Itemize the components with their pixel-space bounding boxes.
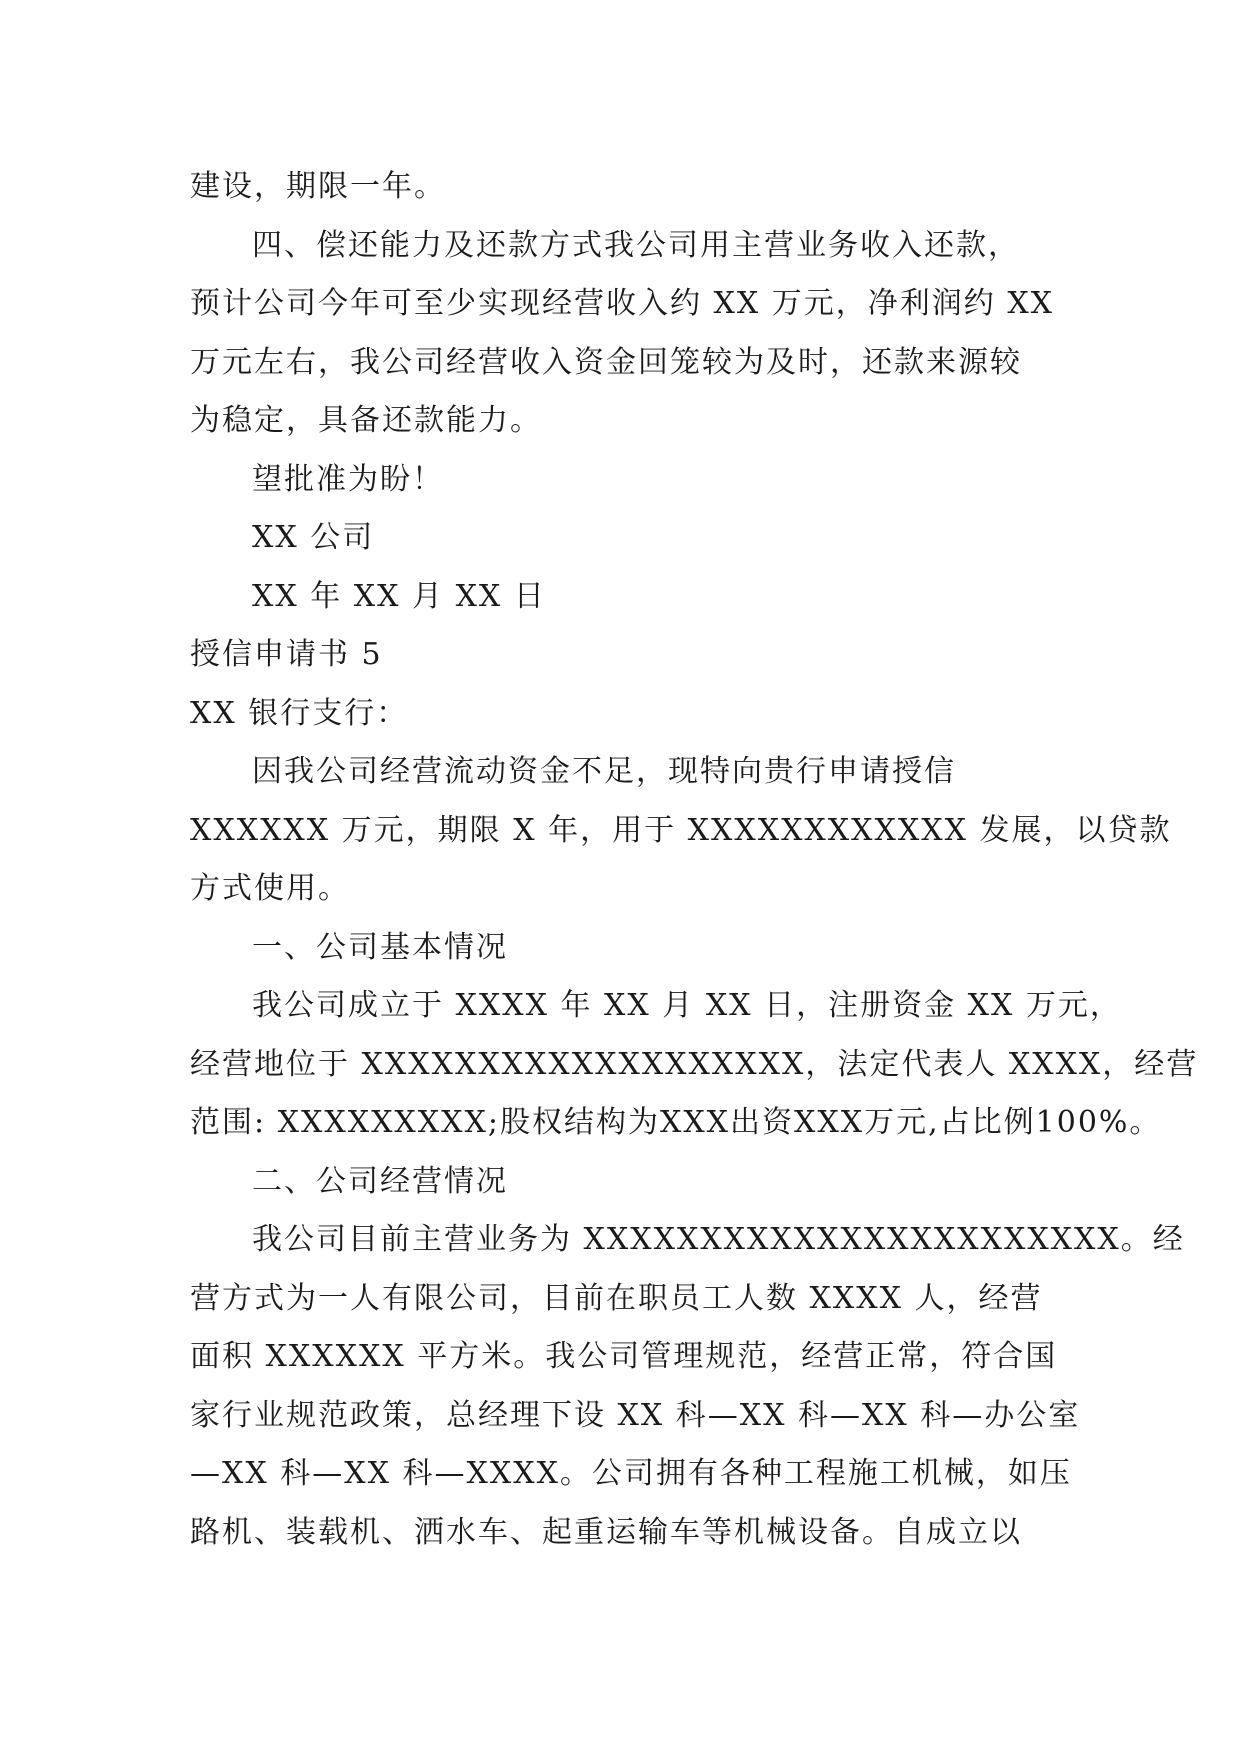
text-line: 我公司目前主营业务为 XXXXXXXXXXXXXXXXXXXXXXX。经 bbox=[252, 1222, 1185, 1257]
text-line: 范围: XXXXXXXXX;股权结构为XXX出资XXX万元,占比例100%。 bbox=[190, 1105, 1162, 1140]
text-line: 万元左右，我公司经营收入资金回笼较为及时，还款来源较 bbox=[190, 344, 1022, 380]
text-line: 经营地位于 XXXXXXXXXXXXXXXXXXX，法定代表人 XXXX，经营 bbox=[190, 1046, 1199, 1082]
text-line: 预计公司今年可至少实现经营收入约 XX 万元，净利润约 XX bbox=[190, 286, 1055, 321]
text-line: 路机、装载机、洒水车、起重运输车等机械设备。自成立以 bbox=[190, 1514, 1022, 1550]
text-line: 望批准为盼！ bbox=[252, 461, 444, 497]
text-line: 面积 XXXXXX 平方米。我公司管理规范，经营正常，符合国 bbox=[190, 1339, 1058, 1374]
document-body bbox=[190, 158, 1199, 1562]
text-line: 建设，期限一年。 bbox=[190, 169, 446, 204]
text-line: 因我公司经营流动资金不足，现特向贵行申请授信 bbox=[252, 754, 956, 789]
text-line: —XX 科—XX 科—XXXX。公司拥有各种工程施工机械，如压 bbox=[190, 1456, 1072, 1491]
text-line: 四、偿还能力及还款方式我公司用主营业务收入还款， bbox=[252, 227, 1020, 263]
text-line: 方式使用。 bbox=[190, 871, 350, 906]
text-line: 营方式为一人有限公司，目前在职员工人数 XXXX 人，经营 bbox=[190, 1280, 1043, 1316]
text-line: 家行业规范政策，总经理下设 XX 科—XX 科—XX 科—办公室 bbox=[190, 1397, 1081, 1433]
signature-date: XX 年 XX 月 XX 日 bbox=[252, 578, 546, 614]
subsection-heading: 二、公司经营情况 bbox=[252, 1163, 508, 1199]
subsection-heading: 一、公司基本情况 bbox=[252, 929, 508, 965]
text-line: 我公司成立于 XXXX 年 XX 月 XX 日，注册资金 XX 万元， bbox=[252, 988, 1122, 1023]
text-line: XXXXXX 万元，期限 X 年，用于 XXXXXXXXXXXX 发展，以贷款 bbox=[190, 812, 1172, 848]
text-line: 为稳定，具备还款能力。 bbox=[190, 403, 542, 438]
section-heading: 授信申请书 5 bbox=[190, 637, 383, 672]
addressee: XX 银行支行： bbox=[190, 695, 409, 731]
signature-company: XX 公司 bbox=[252, 520, 375, 555]
